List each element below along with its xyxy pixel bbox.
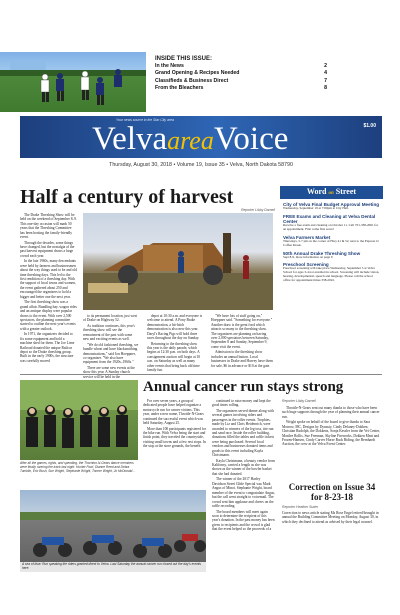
- harvest-headline[interactable]: Half a century of harvest: [20, 186, 234, 208]
- inside-row-4[interactable]: [155, 85, 327, 92]
- cancer-caption-1: After all the games, rights, and spending, the Thornton-N-Gears dance members were finally running the track last night. Hunter Fowl, Dianne Reed and Debra Tumblin, Eric Bush, Sue Wright, Stephanie Wright, Tonner Wright, Jo McDonald...: [20, 461, 135, 473]
- section-divider: [20, 374, 382, 375]
- masthead: [20, 116, 382, 158]
- harvest-col-4: [211, 314, 273, 370]
- cancer-headline[interactable]: Annual cancer run stays strong: [143, 379, 344, 395]
- paragraph: depot at 10:30 a.m. and everyone is welcome to attend. A Pony Brake demonstration, a hit-hitch demonstration is also new this year. Daryl's Racing Pigs will hold three races throughout the day on Sunday.: [147, 314, 203, 341]
- harvest-col-3: [147, 314, 203, 373]
- correction-heading[interactable]: Correction on Issue 34 for 8-23-18: [288, 482, 376, 502]
- harvest-col-2: [83, 314, 139, 379]
- paragraph: The first threshing show was a grand affair. Bundling hay, wagon rides and an antique display were popular draws to the event. With over 2,500 spectators, the planning committee started to outline the next year's events with a greater outlook.: [20, 300, 77, 331]
- motorcycle-photo: [20, 490, 206, 572]
- group-photo-illustration: [20, 380, 138, 460]
- sidebar-item-heading: City of Velva Final Budget Approval Meeting: [283, 202, 380, 207]
- sidebar-item-heading: FREE Exams and Cleaning at Velva Dental Center: [283, 213, 376, 224]
- cancer-col-1: [143, 399, 206, 485]
- paragraph: Returning to the threshing show this year is the daily parade, which begins at 12:30 p.m. on both days. A consignment auction will begin at 10 a.m. on Saturday as well as many other events that bring back old time family fun.: [147, 341, 201, 373]
- paragraph: As tradition continues, this year's threshing show will see the reenactment of the past with some new and exciting events as well.: [83, 324, 135, 342]
- paragraph: More than 100 participants registered for the bike run. With Velva being the start and finish point, they traveled the countryside, visiting small towns and a few rest stops. In the stop at the store grounds, the benefit: [143, 426, 206, 449]
- inside-page: 7: [324, 77, 327, 84]
- sidebar-item-body: Sept 8-9, more information on page 9: [283, 254, 333, 259]
- masthead-price: $1.00: [363, 123, 376, 129]
- dateline: Thursday, August 30, 2018 • Volume 19, Issue 35 • Velva, North Dakota 58790: [109, 162, 293, 168]
- correction-byline: Reporter Heather Suder: [282, 505, 319, 509]
- sidebar-item[interactable]: [283, 251, 381, 260]
- word-on-street-sidebar: [280, 186, 383, 366]
- cancer-col-3: [282, 406, 382, 478]
- football-players-illustration: [0, 52, 146, 112]
- paragraph: Admission to the threshing show includes an annual button. Local businesses in Drake and Harvey have them for sale, $6 in advance or $10 at the gate.: [211, 350, 273, 368]
- paragraph: The organizers served dinner along with several games involving riders and passengers in the roller events. Trophies, made by Liz and Chris Heidenrich, were awarded to winners of the leg toss, tire run and sand race. Inside the roller building, donations filled the tables and raffle tickets were being purchased. Several local vendors and businesses donated items and goods to this event including Kayla Christmann.: [212, 409, 275, 458]
- sidebar-item-body: Preschool screening will take place Wednesday, September 5 at Velva School for ages 3-4 not enrolled in school. Screening will include vision, hearing, developmental, speech and language. Please call the school office for appointment times 338-2022.: [283, 266, 380, 283]
- sidebar-item-heading: Velva Farmers Market: [283, 234, 331, 240]
- masthead-title: VelvaareaVoice: [92, 121, 289, 157]
- paragraph: In 1971, the organizers decided to fix some equipment and hold a machine shed for them. The Joe Lime Railroad donated the unique Railcar depot so the Drake threshing group. Built in the early 1900s, the structure was carefully moved: [20, 332, 75, 363]
- inside-label: In the News: [155, 63, 184, 69]
- inside-this-issue-box: [155, 55, 327, 110]
- paragraph: Throttle-N-Gears sent out many thanks to those who have been such huge supports through the year of planning their annual cancer run.: [282, 406, 380, 419]
- inside-row-2[interactable]: [155, 70, 327, 77]
- sidebar-item-body: Receive a free exam and cleaning on October 11. Call 701-338-2061 for an appointment. First come first serve!: [283, 222, 379, 231]
- inside-page: 2: [324, 63, 327, 69]
- sidebar-item-heading: 50th Annual Drake Threshing Show: [283, 250, 361, 256]
- paragraph: For over seven years, a group of dedicated people have helped organize a motorcycle run for cancer victims. This year, under a new name, Throttle-N-Gears continued the successful event which was held Saturday, August 25.: [143, 399, 204, 426]
- inside-row-3[interactable]: [155, 78, 327, 85]
- inside-label: From the Bleachers: [155, 85, 204, 92]
- paragraph: "We have lots of stuff going on," Hoeppner said. "Something for everyone." Another draw is the great food which attracts so many to the threshing show. The organizers are planning on having over 2,000 spectators between Saturday, September 8 and Sunday, September 9, come visit the event.: [211, 314, 273, 349]
- harvest-col-1: [20, 213, 77, 369]
- paragraph: Through the decades, some things have changed, but the nostalgia of the past harvest equipment draws a large crowd each year.: [20, 240, 75, 258]
- cancer-run-photo: [20, 380, 138, 460]
- cancer-byline: Reporter Libby Darnell: [282, 399, 316, 403]
- paragraph: "We do old fashioned threshing, we bundle wheat and have blacksmithing demonstrations," said Jon Hoeppner, co-organizer. "We also have equipment from the 1920s–1960s.": [83, 342, 139, 365]
- paragraph: The board members will meet again soon to determine the recipient of this year's donation. In the past money has been given to recipients and the crowd is glad that the event helped so the proceeds of a: [212, 509, 275, 532]
- inside-label: Grand Opening & Recipes Needed: [155, 70, 240, 77]
- sidebar-title: Word on Street: [280, 186, 383, 199]
- cancer-col-2: [212, 399, 275, 579]
- cancer-caption-2: A sea of blue: Run speaking the riders granted direct to Velva. Last Saturday the annual cancer run closed out the day's events here.: [20, 562, 206, 572]
- paragraph: The Drake Threshing Show will be held on the weekend of September 8–9. This one-day occasion will mark 50 years that the Threshing Committee has been hosting the family-friendly event.: [20, 213, 77, 240]
- threshing-machine-illustration: [83, 213, 273, 310]
- sidebar-item-heading: Preschool Screening: [283, 262, 329, 268]
- harvest-byline: Reporter Libby Darnell: [241, 208, 275, 212]
- paragraph: The winner of the 2017 Harley Davidson Street Glide Special was Mark Angus of Minot. Stephanie Wright, board member of the event to congratulate Angus, but the call went straight to voicemail. The crowd sent him applause and cheers on the raffle recording.: [212, 477, 275, 508]
- correction-box: [282, 482, 382, 576]
- paragraph: In the late 1960s, many descendants were held by farmers and businessmen about the way things used to be and old time threshing days. This led to the first rendition of a threshing day. With the support of local towns and women, the event gathered about 250 and encouraged the organizers to hold a bigger and better one the next year.: [20, 259, 77, 299]
- sidebar-item[interactable]: [283, 214, 381, 232]
- paragraph: Kayla Christmann, a beauty vendor from Kalifonsy, carried a length as she was shown as the winner of the bowler basket that she had donated.: [212, 458, 275, 476]
- harvest-photo: [83, 213, 273, 310]
- paragraph: Wright spoke on behalf of the board to give thanks to Sara Morrow, MC, Designs by Dynasty, Cindy Delaney-Dokken, Christian Rudolph, the Dokkens, Sonja Kessler from the Vet Center, Marilee Rollis, Sue Freeman, Skyline Fireworks, Dokken Meat and Frozen-Hansen, Cindy Carver Horse Back Riding, the Bernhardt Auction, the crew at the Velva Event Center.: [282, 420, 381, 447]
- sidebar-item[interactable]: [283, 262, 381, 283]
- inside-label: Classifieds & Business Direct: [155, 77, 229, 84]
- inside-page: 8: [324, 85, 327, 92]
- sidebar-item[interactable]: [283, 202, 381, 211]
- masthead-tagline: Your news source in the Star City area: [116, 118, 174, 122]
- inside-row-1[interactable]: [155, 63, 327, 70]
- sidebar-item[interactable]: [283, 235, 381, 248]
- paragraph: There are some new events at the show this year. A Sunday church service will be held in the: [83, 366, 135, 379]
- paragraph: to its permanent location, just west of Drake on Highway 52.: [83, 314, 138, 323]
- sidebar-item-body: Thursdays, 5-7 pm on the corner of Hwy 41 & 52, next to the Express O Coffee Kiosk.: [283, 238, 379, 247]
- paragraph: continued to raise money and kept the good times rolling.: [212, 399, 271, 408]
- inside-title: INSIDE THIS ISSUE:: [155, 56, 213, 62]
- sidebar-item-body: Wednesday, September 19 at 7:00pm at City Hall.: [283, 206, 349, 210]
- correction-body: Correction to news article stating Ms Rose Engel retired/brought in annual the Building Committee Meeting on Monday, August 30, in which they declined to attend as advised by their legal counsel.: [282, 511, 379, 524]
- inside-page: 4: [324, 70, 327, 77]
- motorcycles-illustration: [20, 490, 206, 572]
- football-photo: [0, 52, 146, 112]
